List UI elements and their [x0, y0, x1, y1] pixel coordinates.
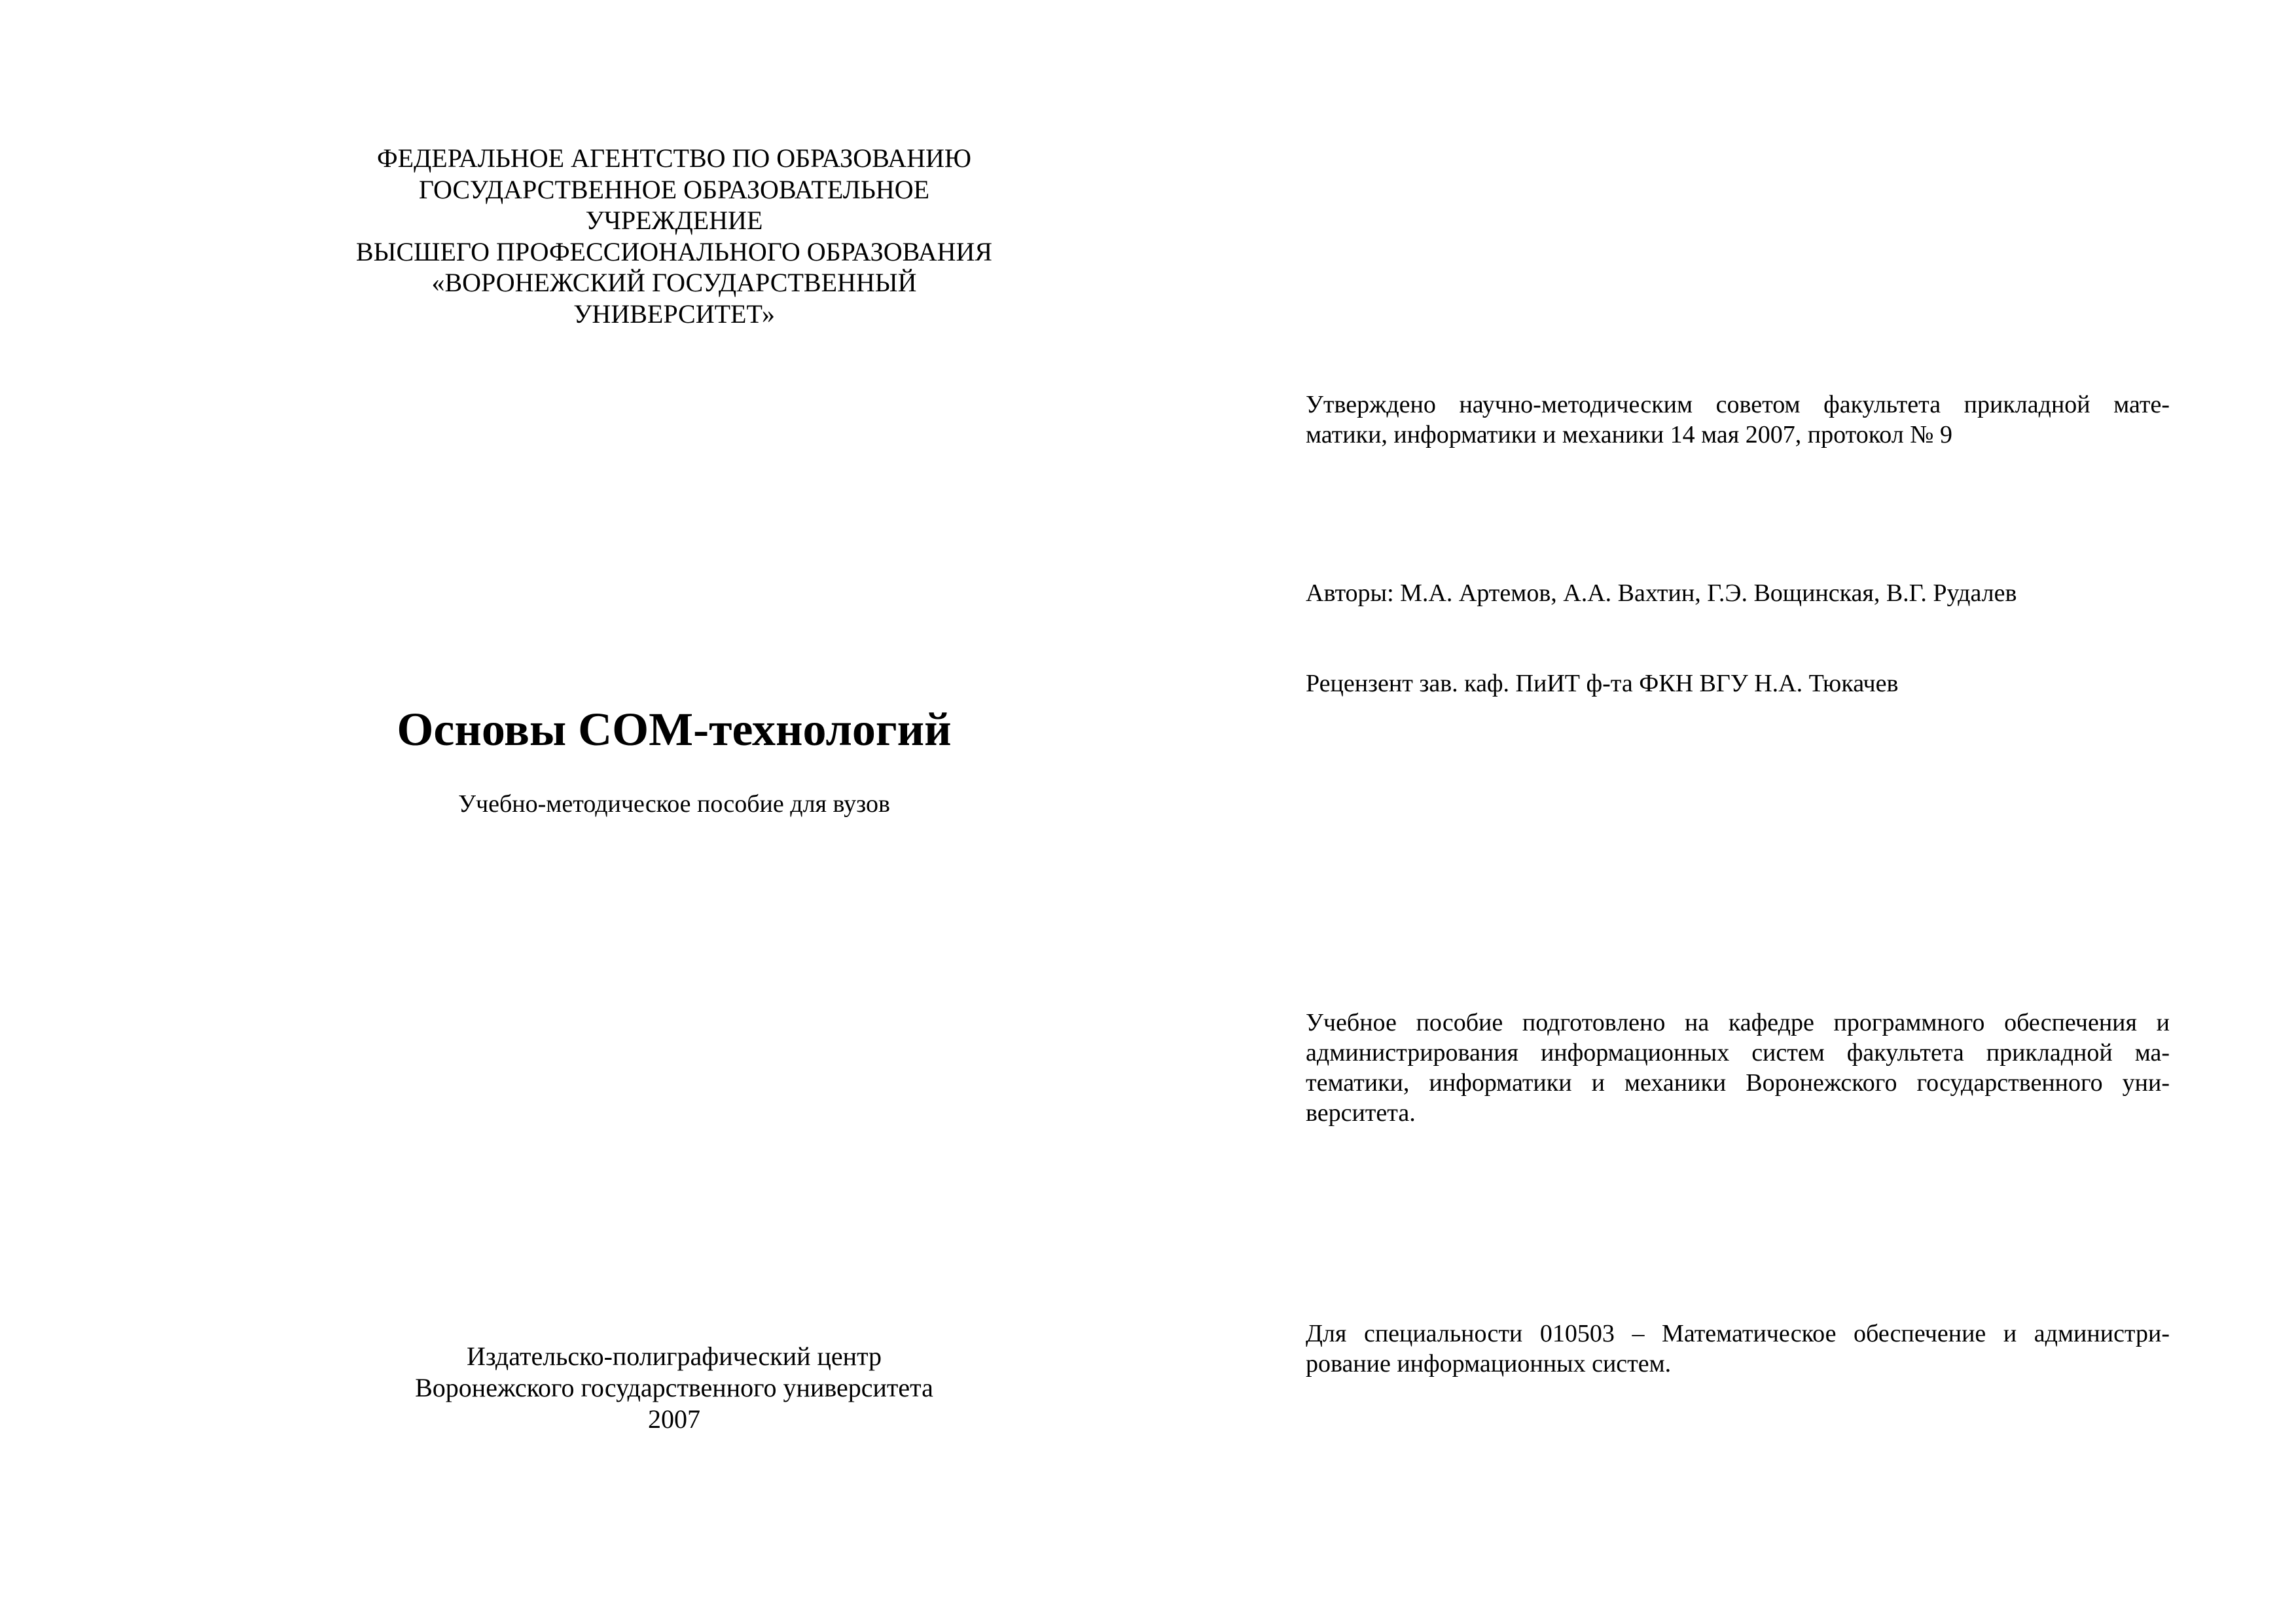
publisher-block: [281, 1341, 1067, 1435]
authors-line: Авторы: М.А. Артемов, А.А. Вахтин, Г.Э. Вощинская, В.Г. Рудалев: [1306, 579, 2017, 607]
header-line: ГОСУДАРСТВЕННОЕ ОБРАЗОВАТЕЛЬНОЕ: [418, 174, 930, 204]
header-line: ВЫСШЕГО ПРОФЕССИОНАЛЬНОГО ОБРАЗОВАНИЯ: [355, 236, 993, 266]
header-line: УЧРЕЖДЕНИЕ: [585, 206, 763, 235]
reviewer-note: [1306, 668, 2170, 699]
publication-year: 2007: [648, 1404, 700, 1434]
publisher-line: Воронежского государственного университета: [415, 1373, 933, 1402]
publisher-line: Издательско-полиграфический центр: [466, 1341, 882, 1371]
authors-list: [1306, 578, 2170, 608]
specialty-line: рование информационных систем.: [1306, 1350, 1672, 1377]
preparation-note: [1306, 1008, 2170, 1128]
preparation-line: тематики, информатики и механики Воронежского государственного уни-: [1306, 1069, 2170, 1097]
preparation-line: верситета.: [1306, 1099, 1416, 1127]
approval-note: [1306, 390, 2170, 450]
book-subtitle: Учебно-методическое пособие для вузов: [458, 790, 890, 818]
book-title: Основы COM-технологий: [397, 703, 952, 756]
right-page: [1148, 0, 2296, 1623]
specialty-note: [1306, 1319, 2170, 1379]
approval-line: матики, информатики и механики 14 мая 2007, протокол № 9: [1306, 421, 1952, 448]
preparation-line: Учебное пособие подготовлено на кафедре программного обеспечения и: [1306, 1009, 2170, 1036]
header-line: УНИВЕРСИТЕТ»: [573, 299, 775, 329]
header-line: ФЕДЕРАЛЬНОЕ АГЕНТСТВО ПО ОБРАЗОВАНИЮ: [376, 143, 972, 173]
specialty-line: Для специальности 010503 – Математическое обеспечение и администри-: [1306, 1320, 2170, 1347]
organization-header: [281, 143, 1067, 329]
approval-line: Утверждено научно-методическим советом факультета прикладной мате-: [1306, 391, 2170, 418]
reviewer-line: Рецензент зав. каф. ПиИТ ф-та ФКН ВГУ Н.А. Тюкачев: [1306, 670, 1899, 697]
header-line: «ВОРОНЕЖСКИЙ ГОСУДАРСТВЕННЫЙ: [431, 268, 917, 297]
preparation-line: администрирования информационных систем факультета прикладной ма-: [1306, 1039, 2170, 1067]
